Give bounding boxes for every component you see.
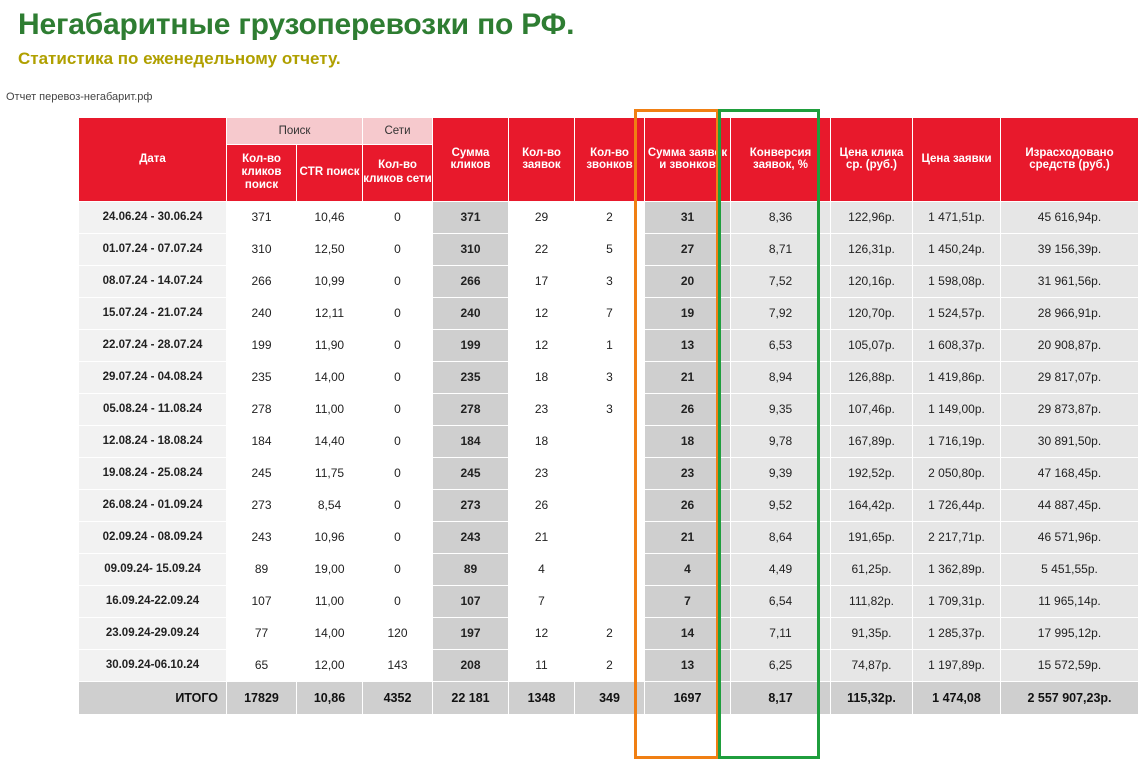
table-cell: 15.07.24 - 21.07.24 — [79, 297, 227, 329]
page-subtitle: Статистика по еженедельному отчету. — [18, 48, 341, 68]
table-cell: 89 — [227, 553, 297, 585]
table-cell: 235 — [433, 361, 509, 393]
table-cell: 18 — [509, 361, 575, 393]
table-cell: 167,89р. — [831, 425, 913, 457]
table-cell: 30 891,50р. — [1001, 425, 1139, 457]
table-cell: 74,87р. — [831, 649, 913, 681]
table-row — [79, 329, 1139, 361]
table-cell: 8,36 — [731, 201, 831, 233]
table-cell: 120,70р. — [831, 297, 913, 329]
table-cell: 46 571,96р. — [1001, 521, 1139, 553]
table-cell: 24.06.24 - 30.06.24 — [79, 201, 227, 233]
table-cell: 0 — [363, 297, 433, 329]
table-cell: 243 — [433, 521, 509, 553]
table-cell — [575, 553, 645, 585]
table-cell: 12,50 — [297, 233, 363, 265]
table-cell: 12 — [509, 329, 575, 361]
table-cell: 12 — [509, 297, 575, 329]
table-cell: 11 — [509, 649, 575, 681]
table-cell: 3 — [575, 393, 645, 425]
table-cell: 235 — [227, 361, 297, 393]
table-cell: 1 598,08р. — [913, 265, 1001, 297]
table-cell: 89 — [433, 553, 509, 585]
table-cell: 0 — [363, 201, 433, 233]
table-cell: 39 156,39р. — [1001, 233, 1139, 265]
col-header-requests-calls-sum: Сумма заявок и звонков — [645, 117, 731, 201]
table-cell — [575, 457, 645, 489]
table-cell: 0 — [363, 585, 433, 617]
table-cell: 310 — [227, 233, 297, 265]
table-cell: 273 — [433, 489, 509, 521]
table-cell: 11 965,14р. — [1001, 585, 1139, 617]
table-row — [79, 521, 1139, 553]
table-cell: 111,82р. — [831, 585, 913, 617]
col-header-spent: Израсходовано средств (руб.) — [1001, 117, 1139, 201]
table-cell: 12,11 — [297, 297, 363, 329]
table-cell: 0 — [363, 521, 433, 553]
table-cell: 12 — [509, 617, 575, 649]
table-cell: 23.09.24-29.09.24 — [79, 617, 227, 649]
table-cell: 240 — [433, 297, 509, 329]
table-cell: 23 — [645, 457, 731, 489]
table-head — [79, 117, 1139, 201]
table-cell: 12,00 — [297, 649, 363, 681]
table-cell: 14 — [645, 617, 731, 649]
table-cell: 1 285,37р. — [913, 617, 1001, 649]
table-cell: 4 — [645, 553, 731, 585]
table-cell: 1 608,37р. — [913, 329, 1001, 361]
total-cell: 115,32р. — [831, 681, 913, 714]
table-row — [79, 553, 1139, 585]
table-cell: 1 — [575, 329, 645, 361]
table-cell: 120 — [363, 617, 433, 649]
table-cell: 126,88р. — [831, 361, 913, 393]
table-cell: 1 726,44р. — [913, 489, 1001, 521]
table-cell: 278 — [227, 393, 297, 425]
table-cell: 6,54 — [731, 585, 831, 617]
table-cell: 6,25 — [731, 649, 831, 681]
table-cell: 5 — [575, 233, 645, 265]
table-cell: 7,52 — [731, 265, 831, 297]
table-cell: 29 — [509, 201, 575, 233]
table-cell: 28 966,91р. — [1001, 297, 1139, 329]
table-cell: 14,00 — [297, 617, 363, 649]
table-cell — [575, 585, 645, 617]
table-cell: 44 887,45р. — [1001, 489, 1139, 521]
table-cell: 0 — [363, 361, 433, 393]
total-cell: 10,86 — [297, 681, 363, 714]
table-cell: 8,54 — [297, 489, 363, 521]
table-cell: 31 — [645, 201, 731, 233]
table-cell: 10,99 — [297, 265, 363, 297]
table-cell: 1 197,89р. — [913, 649, 1001, 681]
report-table — [78, 117, 1139, 715]
table-cell: 18 — [509, 425, 575, 457]
table-cell: 199 — [433, 329, 509, 361]
report-table-wrap — [78, 117, 1138, 715]
table-cell: 0 — [363, 553, 433, 585]
table-cell: 1 450,24р. — [913, 233, 1001, 265]
table-row — [79, 489, 1139, 521]
table-cell: 23 — [509, 393, 575, 425]
table-row — [79, 649, 1139, 681]
table-cell: 10,46 — [297, 201, 363, 233]
table-cell: 45 616,94р. — [1001, 201, 1139, 233]
table-cell: 192,52р. — [831, 457, 913, 489]
table-cell: 8,71 — [731, 233, 831, 265]
table-cell: 4 — [509, 553, 575, 585]
col-header-conversion: Конверсия заявок, % — [731, 117, 831, 201]
table-cell: 1 716,19р. — [913, 425, 1001, 457]
table-cell: 1 362,89р. — [913, 553, 1001, 585]
table-cell: 0 — [363, 329, 433, 361]
table-cell: 266 — [433, 265, 509, 297]
table-row — [79, 393, 1139, 425]
table-cell: 91,35р. — [831, 617, 913, 649]
table-cell: 0 — [363, 425, 433, 457]
table-cell: 21 — [509, 521, 575, 553]
table-cell — [575, 425, 645, 457]
col-header-ctr-search: CTR поиск — [297, 144, 363, 201]
table-cell: 22.07.24 - 28.07.24 — [79, 329, 227, 361]
total-cell: 1 474,08 — [913, 681, 1001, 714]
table-cell: 21 — [645, 361, 731, 393]
total-cell: 2 557 907,23р. — [1001, 681, 1139, 714]
table-cell: 15 572,59р. — [1001, 649, 1139, 681]
table-cell: 245 — [433, 457, 509, 489]
table-cell: 7,11 — [731, 617, 831, 649]
table-cell: 122,96р. — [831, 201, 913, 233]
col-header-date: Дата — [79, 117, 227, 201]
table-cell: 29 817,07р. — [1001, 361, 1139, 393]
table-cell: 0 — [363, 393, 433, 425]
table-cell: 1 471,51р. — [913, 201, 1001, 233]
table-cell: 13 — [645, 649, 731, 681]
table-cell: 0 — [363, 265, 433, 297]
table-cell: 26 — [645, 489, 731, 521]
table-cell: 243 — [227, 521, 297, 553]
table-cell: 29.07.24 - 04.08.24 — [79, 361, 227, 393]
table-cell: 371 — [433, 201, 509, 233]
table-cell: 2 050,80р. — [913, 457, 1001, 489]
table-cell: 120,16р. — [831, 265, 913, 297]
table-cell: 371 — [227, 201, 297, 233]
table-cell: 2 — [575, 649, 645, 681]
total-label: ИТОГО — [79, 681, 227, 714]
table-cell: 2 — [575, 617, 645, 649]
total-cell: 22 181 — [433, 681, 509, 714]
table-cell: 0 — [363, 233, 433, 265]
table-cell: 08.07.24 - 14.07.24 — [79, 265, 227, 297]
table-cell: 278 — [433, 393, 509, 425]
table-row — [79, 201, 1139, 233]
table-cell: 30.09.24-06.10.24 — [79, 649, 227, 681]
table-cell: 26 — [645, 393, 731, 425]
table-cell: 199 — [227, 329, 297, 361]
table-cell: 273 — [227, 489, 297, 521]
table-cell: 1 709,31р. — [913, 585, 1001, 617]
table-cell: 12.08.24 - 18.08.24 — [79, 425, 227, 457]
table-cell: 11,00 — [297, 585, 363, 617]
table-cell: 126,31р. — [831, 233, 913, 265]
table-cell: 47 168,45р. — [1001, 457, 1139, 489]
table-cell: 65 — [227, 649, 297, 681]
table-cell: 14,00 — [297, 361, 363, 393]
total-cell: 349 — [575, 681, 645, 714]
table-row — [79, 233, 1139, 265]
col-header-request-price: Цена заявки — [913, 117, 1001, 201]
report-page — [0, 8, 1143, 766]
table-group-header-row — [79, 117, 1139, 144]
table-cell: 1 524,57р. — [913, 297, 1001, 329]
table-cell: 19 — [645, 297, 731, 329]
table-cell: 14,40 — [297, 425, 363, 457]
total-cell: 8,17 — [731, 681, 831, 714]
table-cell: 1 149,00р. — [913, 393, 1001, 425]
total-cell: 1697 — [645, 681, 731, 714]
table-cell: 19.08.24 - 25.08.24 — [79, 457, 227, 489]
table-cell: 02.09.24 - 08.09.24 — [79, 521, 227, 553]
table-cell: 2 217,71р. — [913, 521, 1001, 553]
table-cell: 266 — [227, 265, 297, 297]
table-row — [79, 585, 1139, 617]
table-cell: 208 — [433, 649, 509, 681]
table-cell: 9,35 — [731, 393, 831, 425]
table-body — [79, 201, 1139, 714]
table-cell: 26.08.24 - 01.09.24 — [79, 489, 227, 521]
table-total-row — [79, 681, 1139, 714]
table-cell: 13 — [645, 329, 731, 361]
table-cell: 16.09.24-22.09.24 — [79, 585, 227, 617]
table-cell: 107,46р. — [831, 393, 913, 425]
table-cell: 191,65р. — [831, 521, 913, 553]
table-cell: 3 — [575, 265, 645, 297]
page-title: Негабаритные грузоперевозки по РФ. — [18, 8, 575, 41]
table-cell: 9,52 — [731, 489, 831, 521]
table-cell: 29 873,87р. — [1001, 393, 1139, 425]
table-cell: 17 995,12р. — [1001, 617, 1139, 649]
table-cell: 0 — [363, 457, 433, 489]
col-header-requests: Кол-во заявок — [509, 117, 575, 201]
table-cell: 197 — [433, 617, 509, 649]
table-cell: 22 — [509, 233, 575, 265]
table-cell: 10,96 — [297, 521, 363, 553]
table-cell: 310 — [433, 233, 509, 265]
table-cell: 8,94 — [731, 361, 831, 393]
table-cell: 6,53 — [731, 329, 831, 361]
table-cell: 23 — [509, 457, 575, 489]
table-cell: 21 — [645, 521, 731, 553]
table-cell: 9,78 — [731, 425, 831, 457]
table-cell: 3 — [575, 361, 645, 393]
table-row — [79, 457, 1139, 489]
table-cell: 245 — [227, 457, 297, 489]
table-cell: 20 908,87р. — [1001, 329, 1139, 361]
table-cell: 184 — [227, 425, 297, 457]
table-row — [79, 297, 1139, 329]
table-row — [79, 265, 1139, 297]
table-cell: 7,92 — [731, 297, 831, 329]
table-cell: 143 — [363, 649, 433, 681]
table-cell: 05.08.24 - 11.08.24 — [79, 393, 227, 425]
table-cell: 7 — [509, 585, 575, 617]
table-cell: 7 — [575, 297, 645, 329]
table-cell: 61,25р. — [831, 553, 913, 585]
table-cell: 1 419,86р. — [913, 361, 1001, 393]
total-cell: 17829 — [227, 681, 297, 714]
table-row — [79, 425, 1139, 457]
table-cell: 105,07р. — [831, 329, 913, 361]
table-cell: 26 — [509, 489, 575, 521]
table-cell: 184 — [433, 425, 509, 457]
table-cell: 5 451,55р. — [1001, 553, 1139, 585]
table-cell: 107 — [433, 585, 509, 617]
table-cell: 107 — [227, 585, 297, 617]
table-cell: 27 — [645, 233, 731, 265]
table-cell — [575, 521, 645, 553]
col-header-clicks-sum: Сумма кликов — [433, 117, 509, 201]
table-cell: 01.07.24 - 07.07.24 — [79, 233, 227, 265]
table-cell: 240 — [227, 297, 297, 329]
table-row — [79, 361, 1139, 393]
table-cell: 11,75 — [297, 457, 363, 489]
col-group-networks: Сети — [363, 117, 433, 144]
source-label: Отчет перевоз-негабарит.рф — [6, 90, 153, 103]
total-cell: 1348 — [509, 681, 575, 714]
table-cell: 8,64 — [731, 521, 831, 553]
table-cell: 9,39 — [731, 457, 831, 489]
table-cell: 0 — [363, 489, 433, 521]
table-cell: 11,00 — [297, 393, 363, 425]
table-cell: 77 — [227, 617, 297, 649]
col-header-clicks-networks: Кол-во кликов сети — [363, 144, 433, 201]
table-cell: 7 — [645, 585, 731, 617]
total-cell: 4352 — [363, 681, 433, 714]
col-header-click-price: Цена клика ср. (руб.) — [831, 117, 913, 201]
table-cell: 18 — [645, 425, 731, 457]
table-cell: 4,49 — [731, 553, 831, 585]
table-cell: 19,00 — [297, 553, 363, 585]
col-group-search: Поиск — [227, 117, 363, 144]
table-row — [79, 617, 1139, 649]
table-cell: 09.09.24- 15.09.24 — [79, 553, 227, 585]
table-cell: 164,42р. — [831, 489, 913, 521]
col-header-calls: Кол-во звонков — [575, 117, 645, 201]
table-cell: 17 — [509, 265, 575, 297]
table-cell: 11,90 — [297, 329, 363, 361]
table-cell: 2 — [575, 201, 645, 233]
table-cell: 31 961,56р. — [1001, 265, 1139, 297]
table-cell: 20 — [645, 265, 731, 297]
table-cell — [575, 489, 645, 521]
col-header-clicks-search: Кол-во кликов поиск — [227, 144, 297, 201]
